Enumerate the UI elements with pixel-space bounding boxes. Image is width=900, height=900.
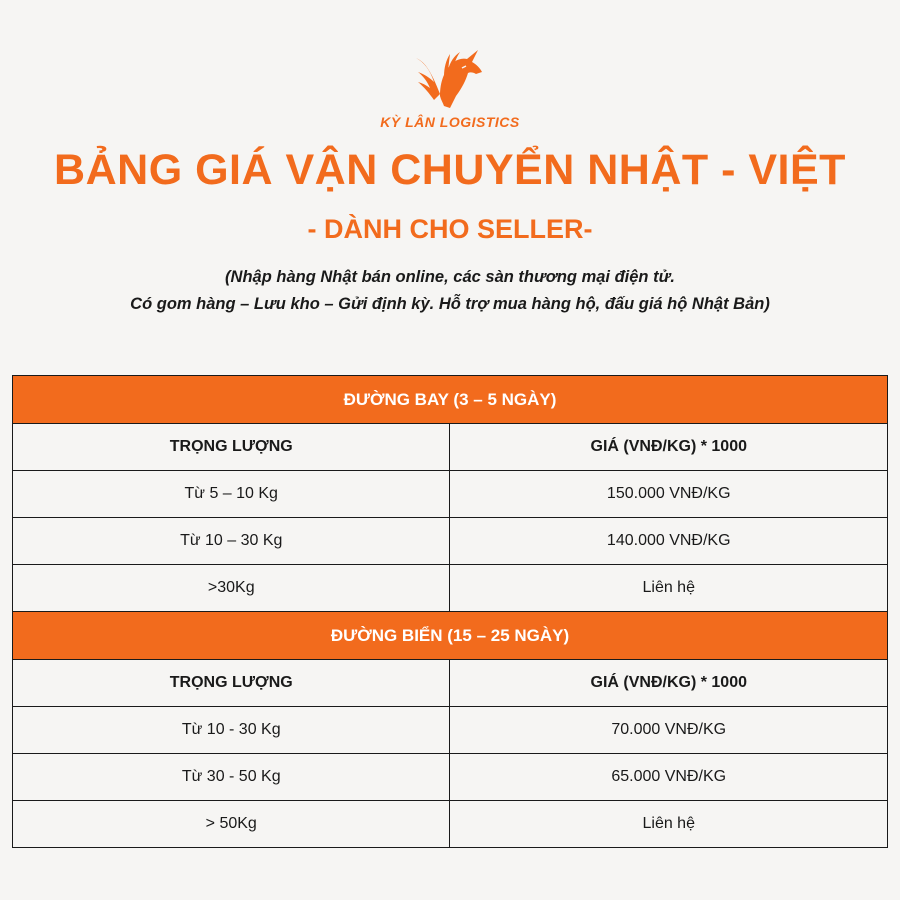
sea-col-weight: TRỌNG LƯỢNG <box>13 660 450 707</box>
table-row <box>13 471 888 518</box>
table-row <box>13 801 888 848</box>
weight-cell: Từ 10 - 30 Kg <box>13 707 450 754</box>
page-subtitle: - DÀNH CHO SELLER- <box>307 214 593 244</box>
weight-cell: Từ 10 – 30 Kg <box>13 518 450 565</box>
weight-cell: > 50Kg <box>13 801 450 848</box>
unicorn-pegasus-icon <box>410 40 490 112</box>
air-col-price: GIÁ (VNĐ/KG) * 1000 <box>450 424 888 471</box>
weight-cell: >30Kg <box>13 565 450 612</box>
weight-cell: Từ 5 – 10 Kg <box>13 471 450 518</box>
price-cell: 140.000 VNĐ/KG <box>450 518 888 565</box>
note-line-2: Có gom hàng – Lưu kho – Gửi định kỳ. Hỗ trợ mua hàng hộ, đấu giá hộ Nhật Bản) <box>130 295 770 313</box>
sea-section-title: ĐƯỜNG BIỂN (15 – 25 NGÀY) <box>13 612 888 660</box>
note-line-1: (Nhập hàng Nhật bán online, các sàn thương mại điện tử. <box>225 268 675 286</box>
brand-name: KỲ LÂN LOGISTICS <box>380 114 520 130</box>
air-column-headers <box>13 424 888 471</box>
sea-col-price: GIÁ (VNĐ/KG) * 1000 <box>450 660 888 707</box>
sea-section-header <box>13 612 888 660</box>
price-cell: 70.000 VNĐ/KG <box>450 707 888 754</box>
table-row <box>13 754 888 801</box>
air-col-weight: TRỌNG LƯỢNG <box>13 424 450 471</box>
price-cell: 150.000 VNĐ/KG <box>450 471 888 518</box>
page-title: BẢNG GIÁ VẬN CHUYỂN NHẬT - VIỆT <box>54 146 846 194</box>
page-note <box>0 264 900 318</box>
price-table <box>12 375 888 848</box>
table-row <box>13 518 888 565</box>
price-cell: Liên hệ <box>450 565 888 612</box>
price-cell: Liên hệ <box>450 801 888 848</box>
brand-logo <box>0 40 900 130</box>
air-section-header <box>13 376 888 424</box>
table-row <box>13 565 888 612</box>
weight-cell: Từ 30 - 50 Kg <box>13 754 450 801</box>
sea-column-headers <box>13 660 888 707</box>
table-row <box>13 707 888 754</box>
price-cell: 65.000 VNĐ/KG <box>450 754 888 801</box>
air-section-title: ĐƯỜNG BAY (3 – 5 NGÀY) <box>13 376 888 424</box>
